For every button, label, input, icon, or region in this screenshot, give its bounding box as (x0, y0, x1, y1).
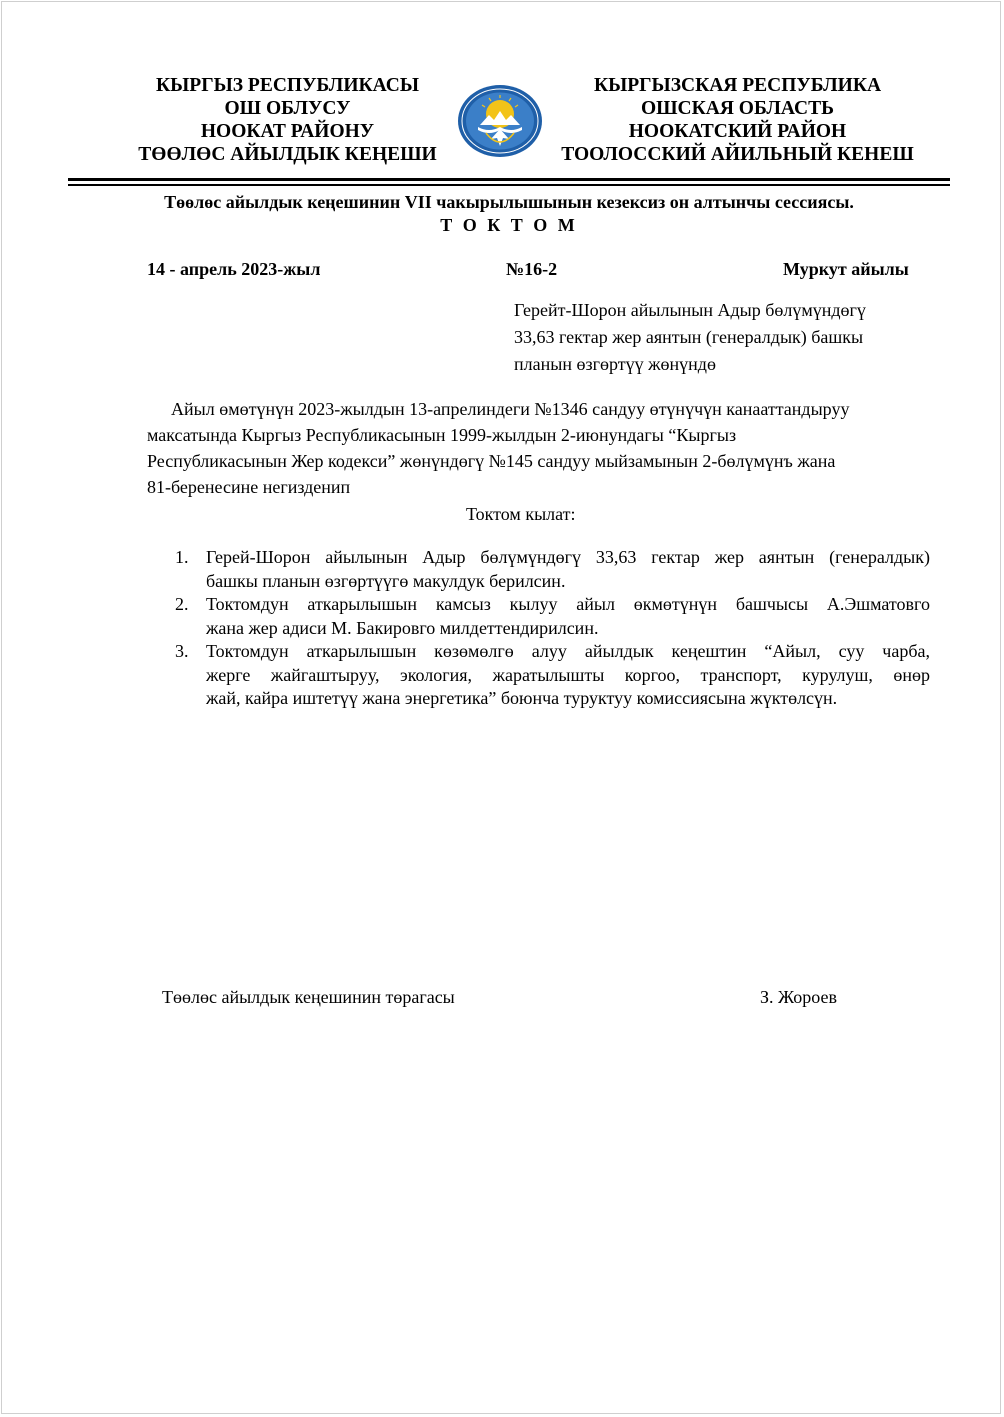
signature-name: З. Жороев (760, 987, 837, 1007)
preamble (147, 396, 937, 500)
preamble-line: 81-беренесине негизденип (147, 477, 351, 497)
subject-line: 33,63 гектар жер аянтын (генералдык) башкы (514, 327, 864, 347)
document-type: Т О К Т О М (440, 215, 578, 235)
kyrgyz-state-emblem-icon (456, 83, 544, 159)
preamble-line: Айыл өмөтүнүн 2023-жылдын 13-апрелиндеги №1346 сандуу өтүнүчүн канааттандыруу (171, 399, 850, 419)
header-line: КЫРГЫЗ РЕСПУБЛИКАСЫ (156, 75, 419, 96)
session-title: Төөлөс айылдык кеңешинин VII чакырылышынын кезексиз он алтынчы сессиясы. (164, 192, 854, 212)
item-number: 3. (175, 641, 189, 661)
preamble-line: максатында Кыргыз Республикасынын 1999-жылдын 2-июнундагы “Кыргыз (147, 425, 737, 445)
document-place: Муркут айылы (783, 259, 909, 279)
header-line: ОШСКАЯ ОБЛАСТЬ (640, 98, 835, 119)
header-line: КЫРГЫЗСКАЯ РЕСПУБЛИКА (593, 75, 882, 96)
item-number: 2. (175, 594, 189, 614)
list-item (175, 546, 930, 593)
item-line: башкы планын өзгөртүүгө макулдук берилсин. (206, 570, 566, 591)
item-line: жерге жайгаштыруу, экология, жаратылышты коргоо, транспорт, курулуш, өнөр (206, 664, 930, 685)
item-line: жана жер адиси М. Бакировго милдеттендирилсин. (206, 617, 599, 638)
document-number: №16-2 (506, 259, 558, 279)
header-line: ТӨӨЛӨС АЙЫЛДЫК КЕҢЕШИ (138, 144, 437, 165)
list-item (175, 640, 930, 711)
header-line: ТООЛОССКИЙ АЙИЛЬНЫЙ КЕНЕШ (561, 144, 914, 165)
subject-line: Герейт-Шорон айылынын Адыр бөлүмүндөгү (514, 300, 866, 320)
item-number: 1. (175, 547, 189, 567)
document-date: 14 - апрель 2023-жыл (147, 259, 321, 279)
decree-items (175, 546, 930, 711)
item-line: Токтомдун аткарылышын көзөмөлгө алуу айылдык кеңештин “Айыл, суу чарба, (206, 641, 930, 661)
item-line: Герей-Шорон айылынын Адыр бөлүмүндөгү 33,63 гектар жер аянтын (генералдык) (206, 547, 930, 567)
list-item (175, 593, 930, 640)
header-kyrgyz (130, 74, 445, 166)
item-line: Токтомдун аткарылышын камсыз кылуу айыл өкмөтүнүн башчысы А.Эшматовго (206, 594, 930, 614)
header-line: НООКАТСКИЙ РАЙОН (628, 121, 847, 142)
decree-label: Токтом кылат: (466, 504, 576, 524)
signature-title: Төөлөс айылдык кеңешинин төрагасы (162, 987, 455, 1007)
subject-line: планын өзгөртүү жөнүндө (514, 354, 716, 374)
header-divider-thick (68, 178, 950, 181)
header-russian (545, 74, 930, 166)
header-line: НООКАТ РАЙОНУ (200, 121, 375, 142)
preamble-line: Республикасынын Жер кодекси” жөнүндөгү №145 сандуу мыйзамынын 2-бөлүмүнъ жана (147, 451, 836, 471)
header-divider-thin (68, 184, 950, 186)
item-line: жай, кайра иштетүү жана энергетика” боюнча туруктуу комиссиясына жүктөлсүн. (206, 688, 838, 708)
document-subject (514, 297, 934, 378)
header-line: ОШ ОБЛУСУ (224, 98, 351, 119)
